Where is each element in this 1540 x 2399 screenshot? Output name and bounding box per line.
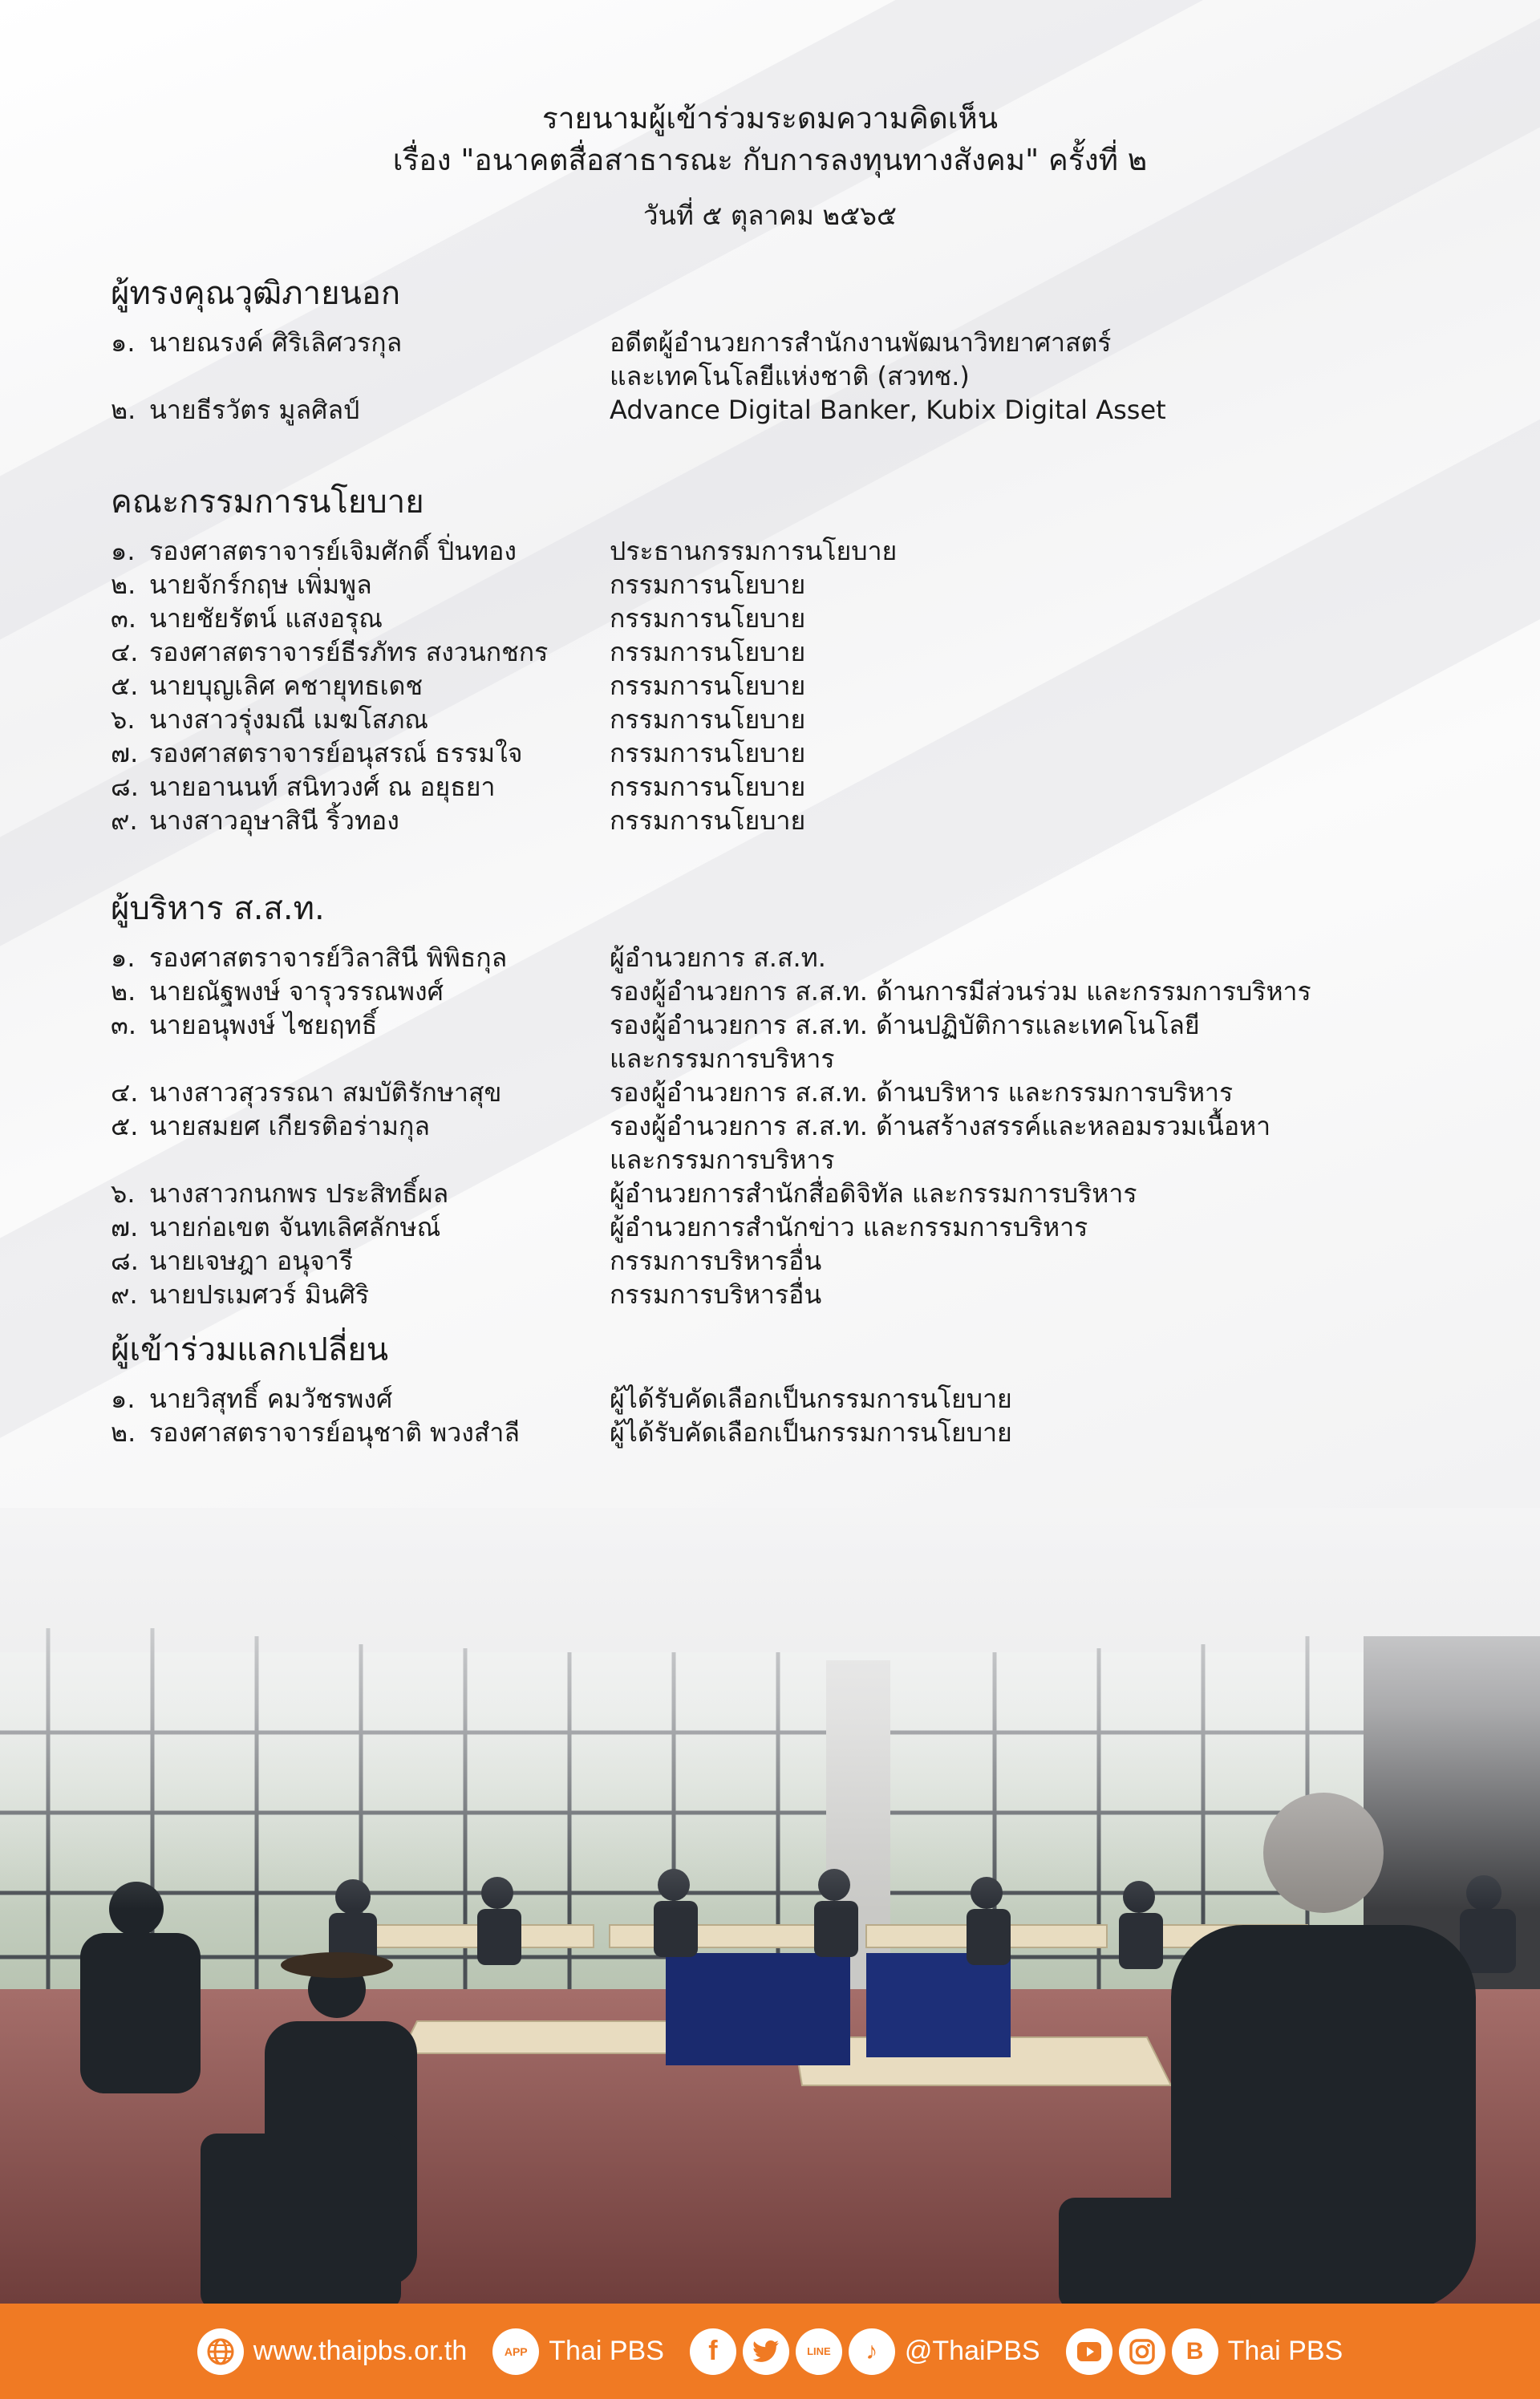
participant-role: กรรมการนโยบาย xyxy=(610,569,806,600)
list-item xyxy=(111,941,1474,975)
participant-name: นายจักร์กฤษ เพิ่มพูล xyxy=(149,569,372,600)
participant-name: นายก่อเขต จันทเลิศลักษณ์ xyxy=(149,1212,441,1242)
section-executives xyxy=(111,886,1474,1311)
footer-website[interactable] xyxy=(197,2328,467,2375)
meeting-room-photo xyxy=(0,1508,1540,2310)
participant-name: รองศาสตราจารย์อนุชาติ พวงสำลี xyxy=(149,1417,520,1448)
participant-role: ผู้อำนวยการสำนักข่าว และกรรมการบริหาร xyxy=(610,1212,1088,1242)
participant-name: นายบุญเลิศ คชายุทธเดช xyxy=(149,671,424,701)
item-number: ๗. xyxy=(111,1212,139,1242)
list-item xyxy=(111,770,1474,804)
document-header xyxy=(0,98,1540,234)
participant-name: รองศาสตราจารย์อนุสรณ์ ธรรมใจ xyxy=(149,738,523,768)
list-item xyxy=(111,1416,1474,1449)
item-number: ๑. xyxy=(111,536,136,566)
list-item xyxy=(111,568,1474,602)
item-number: ๒. xyxy=(111,569,136,600)
youtube-icon[interactable] xyxy=(1066,2328,1112,2375)
participant-name: นายณรงค์ ศิริเลิศวรกุล xyxy=(149,327,403,358)
list-item xyxy=(111,1244,1474,1278)
item-number: ๑. xyxy=(111,942,136,973)
participant-role: รองผู้อำนวยการ ส.ส.ท. ด้านสร้างสรรค์และหลอมรวมเนื้อหา และกรรมการบริหาร xyxy=(610,1111,1271,1175)
blockdit-icon[interactable]: B xyxy=(1172,2328,1218,2375)
participant-role: ผู้ได้รับคัดเลือกเป็นกรรมการนโยบาย xyxy=(610,1384,1012,1414)
participant-role: กรรมการนโยบาย xyxy=(610,772,806,802)
list-item xyxy=(111,635,1474,669)
participant-name: นายสมยศ เกียรติอร่ามกุล xyxy=(149,1111,430,1141)
footer-bar xyxy=(0,2304,1540,2399)
participant-name: นายปรเมศวร์ มินศิริ xyxy=(149,1279,370,1310)
participant-role: รองผู้อำนวยการ ส.ส.ท. ด้านการมีส่วนร่วม และกรรมการบริหาร xyxy=(610,976,1311,1007)
item-number: ๗. xyxy=(111,738,139,768)
list-item xyxy=(111,703,1474,736)
participant-name: นายอานนท์ สนิทวงศ์ ณ อยุธยา xyxy=(149,772,496,802)
twitter-icon[interactable] xyxy=(743,2328,789,2375)
participant-role: รองผู้อำนวยการ ส.ส.ท. ด้านบริหาร และกรรมการบริหาร xyxy=(610,1077,1234,1108)
list-item xyxy=(111,393,1474,427)
instagram-icon[interactable] xyxy=(1119,2328,1165,2375)
participant-role: Advance Digital Banker, Kubix Digital Asset xyxy=(610,395,1166,425)
list-item xyxy=(111,736,1474,770)
item-number: ๘. xyxy=(111,772,139,802)
item-number: ๙. xyxy=(111,805,138,836)
list-item xyxy=(111,1177,1474,1210)
item-number: ๓. xyxy=(111,1010,137,1040)
participant-name: นายเจษฎา อนุจารี xyxy=(149,1246,353,1276)
participant-role: ประธานกรรมการนโยบาย xyxy=(610,536,898,566)
section-title: ผู้เข้าร่วมแลกเปลี่ยน xyxy=(111,1331,389,1368)
item-number: ๓. xyxy=(111,603,137,634)
item-number: ๑. xyxy=(111,1384,136,1414)
participant-role: รองผู้อำนวยการ ส.ส.ท. ด้านปฏิบัติการและเทคโนโลยี และกรรมการบริหาร xyxy=(610,1010,1200,1074)
item-number: ๔. xyxy=(111,637,139,667)
list-item xyxy=(111,669,1474,703)
participant-name: นางสาวรุ่งมณี เมฆโสภณ xyxy=(149,704,428,735)
participant-role: ผู้ได้รับคัดเลือกเป็นกรรมการนโยบาย xyxy=(610,1417,1012,1448)
app-icon: APP xyxy=(492,2328,539,2375)
app-label[interactable]: Thai PBS xyxy=(549,2336,664,2366)
participant-role: กรรมการนโยบาย xyxy=(610,637,806,667)
tiktok-icon[interactable]: ♪ xyxy=(849,2328,895,2375)
participant-role: กรรมการนโยบาย xyxy=(610,704,806,735)
section-exchange-participants xyxy=(111,1327,1474,1449)
list-item xyxy=(111,1210,1474,1244)
footer-app[interactable] xyxy=(492,2328,664,2375)
list-item xyxy=(111,1109,1474,1177)
item-number: ๖. xyxy=(111,1178,136,1209)
list-item xyxy=(111,804,1474,837)
list-item xyxy=(111,1382,1474,1416)
participant-name: นายณัฐพงษ์ จารุวรรณพงศ์ xyxy=(149,976,444,1007)
participant-role: กรรมการนโยบาย xyxy=(610,671,806,701)
section-policy-committee xyxy=(111,480,1474,837)
list-item xyxy=(111,326,1474,393)
participant-role: กรรมการนโยบาย xyxy=(610,805,806,836)
participant-name: นายวิสุทธิ์ คมวัชรพงศ์ xyxy=(149,1384,393,1414)
globe-icon xyxy=(197,2328,244,2375)
footer-channels xyxy=(1066,2328,1343,2375)
item-number: ๑. xyxy=(111,327,136,358)
title-line-1: รายนามผู้เข้าร่วมระดมความคิดเห็น xyxy=(541,101,999,136)
channel-label[interactable]: Thai PBS xyxy=(1227,2336,1343,2366)
website-link[interactable]: www.thaipbs.or.th xyxy=(253,2336,468,2366)
footer-social xyxy=(690,2328,1040,2375)
list-item xyxy=(111,1278,1474,1311)
line-icon[interactable]: LINE xyxy=(796,2328,842,2375)
facebook-icon[interactable]: f xyxy=(690,2328,736,2375)
item-number: ๙. xyxy=(111,1279,138,1310)
item-number: ๒. xyxy=(111,395,136,425)
participant-name: นางสาวอุษาสินี ริ้วทอง xyxy=(149,805,399,836)
participant-name: นายอนุพงษ์ ไชยฤทธิ์ xyxy=(149,1010,378,1040)
list-item xyxy=(111,602,1474,635)
participant-role: กรรมการบริหารอื่น xyxy=(610,1279,822,1310)
item-number: ๒. xyxy=(111,1417,136,1448)
participant-role: กรรมการบริหารอื่น xyxy=(610,1246,822,1276)
list-item xyxy=(111,975,1474,1008)
section-title: คณะกรรมการนโยบาย xyxy=(111,484,424,521)
meeting-date: วันที่ ๕ ตุลาคม ๒๕๖๕ xyxy=(643,200,897,231)
participant-name: นางสาวกนกพร ประสิทธิ์ผล xyxy=(149,1178,449,1209)
participant-role: กรรมการนโยบาย xyxy=(610,603,806,634)
participant-role: อดีตผู้อำนวยการสำนักงานพัฒนาวิทยาศาสตร์ และเทคโนโลยีแห่งชาติ (สวทช.) xyxy=(610,327,1112,391)
participant-name: รองศาสตราจารย์ธีรภัทร สงวนกชกร xyxy=(149,637,549,667)
participant-name: นายชัยรัตน์ แสงอรุณ xyxy=(149,603,383,634)
title-line-2: เรื่อง "อนาคตสื่อสาธารณะ กับการลงทุนทางสังคม" ครั้งที่ ๒ xyxy=(392,143,1148,177)
participant-name: นายธีรวัตร มูลศิลป์ xyxy=(149,395,360,425)
section-external-experts xyxy=(111,271,1474,427)
item-number: ๖. xyxy=(111,704,136,735)
participant-name: นางสาวสุวรรณา สมบัติรักษาสุข xyxy=(149,1077,502,1108)
item-number: ๒. xyxy=(111,976,136,1007)
participant-role: กรรมการนโยบาย xyxy=(610,738,806,768)
list-item xyxy=(111,1076,1474,1109)
participant-name: รองศาสตราจารย์เจิมศักดิ์ ปิ่นทอง xyxy=(149,536,517,566)
participant-role: ผู้อำนวยการ ส.ส.ท. xyxy=(610,942,826,973)
item-number: ๘. xyxy=(111,1246,139,1276)
participant-role: ผู้อำนวยการสำนักสื่อดิจิทัล และกรรมการบริหาร xyxy=(610,1178,1137,1209)
item-number: ๕. xyxy=(111,671,139,701)
item-number: ๔. xyxy=(111,1077,139,1108)
item-number: ๕. xyxy=(111,1111,139,1141)
social-handle[interactable]: @ThaiPBS xyxy=(904,2336,1040,2366)
list-item xyxy=(111,1008,1474,1076)
participant-name: รองศาสตราจารย์วิลาสินี พิพิธกุล xyxy=(149,942,508,973)
list-item xyxy=(111,534,1474,568)
section-title: ผู้ทรงคุณวุฒิภายนอก xyxy=(111,275,401,312)
section-title: ผู้บริหาร ส.ส.ท. xyxy=(111,890,325,927)
